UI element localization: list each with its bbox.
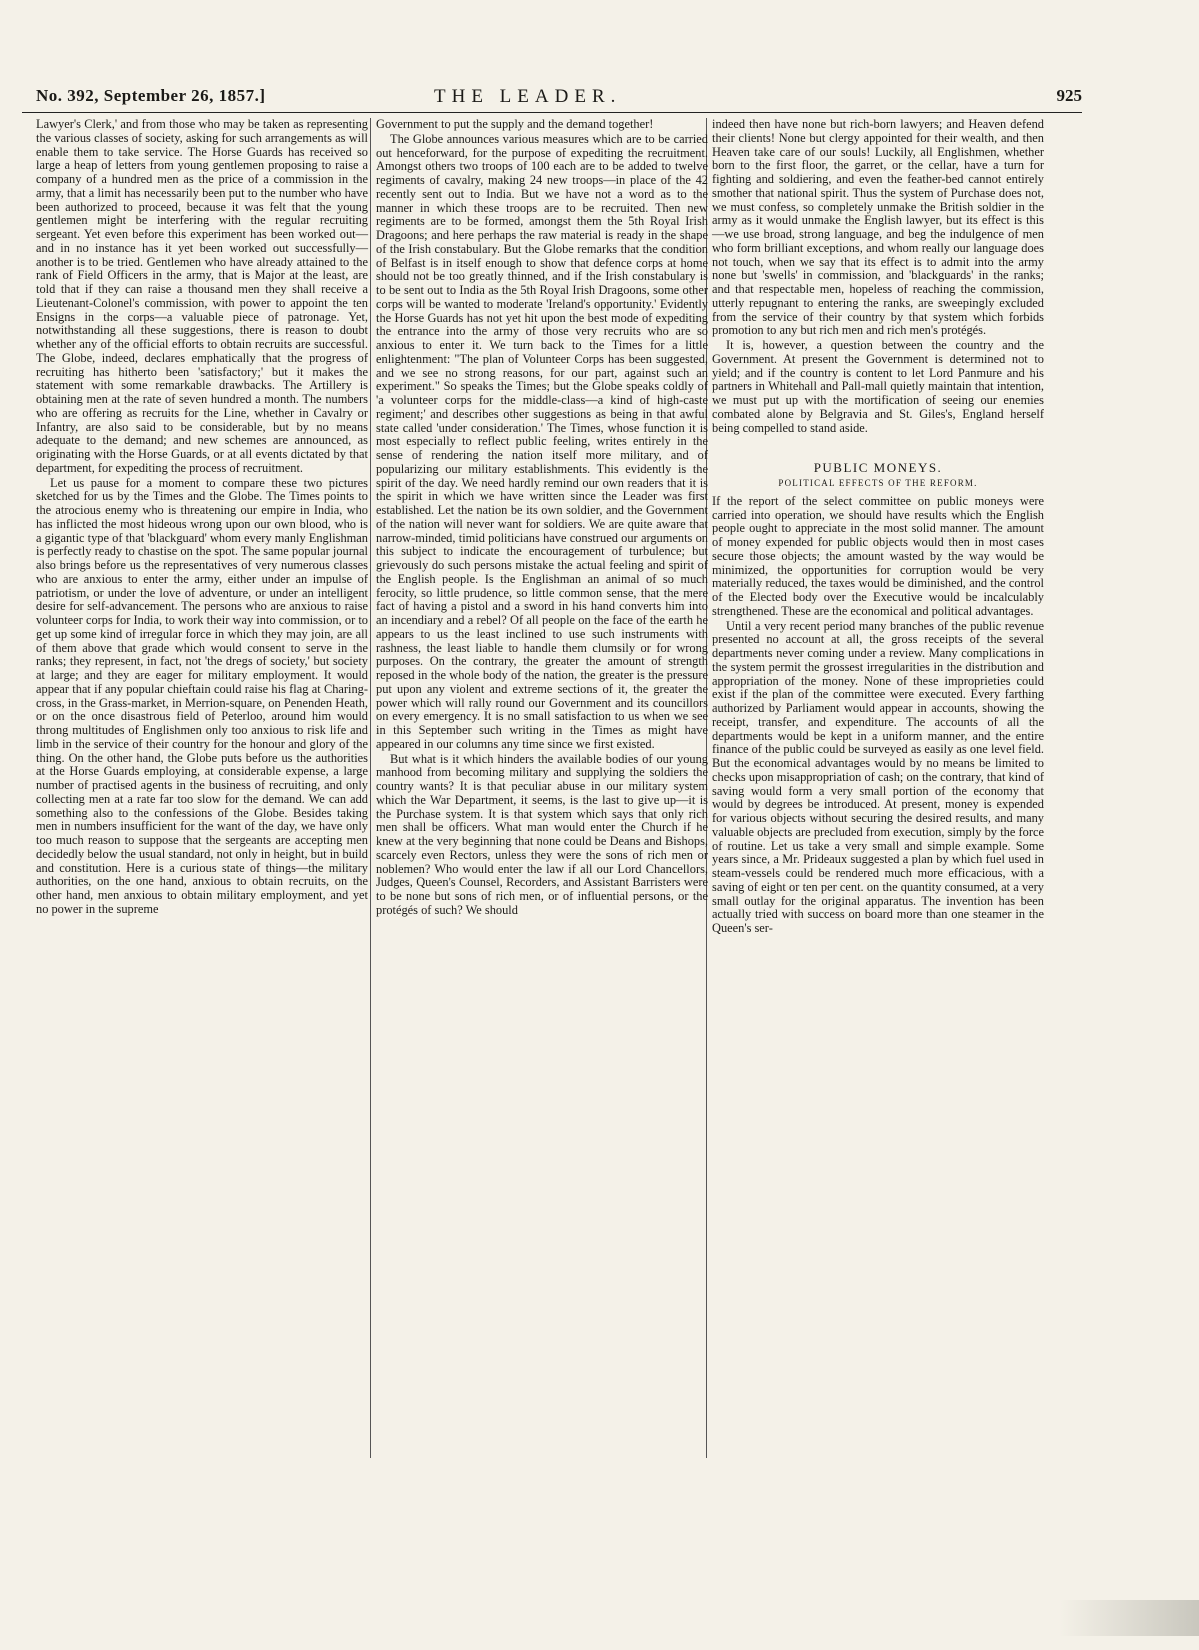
scan-smudge (1059, 1600, 1199, 1636)
paragraph: Until a very recent period many branches of the public revenue presented no account at all, the gross receipts of the several departments never coming under a review. Many complications in the system permit the grossest irregularities in the distribution and appropriation of the money. None of these improprieties could exist if the plan of the committee were executed. Every farthing authorized by Parliament would appear in accounts, showing the receipt, transfer, and expenditure. The accounts of all the departments would be kept in a uniform manner, and the entire finance of the public could be surveyed as easily as one level field. But the economical advantages would by no means be limited to checks upon misappropriation of cash; on the contrary, that kind of saving would form a very small portion of the economy that would by degrees be introduced. At present, money is expended for various objects without securing the desired results, and many valuable objects are precluded from execution, simply by the force of routine. Let us take a very small and simple example. Some years since, a Mr. Prideaux suggested a plan by which fuel used in steam-vessels could be rendered much more efficacious, with a saving of eight or ten per cent. on the quantity consumed, at a very small outlay for the original apparatus. The invention has been actually tried with success on board more than one steamer in the Queen's ser- (712, 618, 1044, 935)
column-2 (376, 118, 708, 918)
paragraph: indeed then have none but rich-born lawyers; and Heaven defend their clients! None but clergy appointed for their wealth, and then Heaven take care of our souls! Luckily, all Englishmen, whether born to the first floor, the garret, or the cellar, have a turn for fighting and soldiering, and even the feather-bed cannot entirely smother that national spirit. Thus the system of Purchase does not, we must confess, so completely unmake the British soldier in the army as it would unmake the English lawyer, but its effect is this—we use broad, strong language, and beg the indulgence of men who form brilliant exceptions, and whom really our language does not touch, when we say that its effect is to admit into the army none but 'swells' in commission, and 'blackguards' in the ranks; and that respectable men, hopeless of reaching the commission, utterly repugnant to entering the ranks, are sweepingly excluded from the service of their country by that system which forbids promotion to any but rich men and rich men's protégés. (712, 117, 1044, 338)
paragraph: But what is it which hinders the available bodies of our young manhood from becoming military and supplying the soldiers the country wants? It is that peculiar abuse in our military system which the War Department, it seems, is the last to give up—it is the Purchase system. It is that system which says that only rich men shall be officers. What man would enter the Church if he knew at the very beginning that none could be Deans and Bishops, scarcely even Rectors, unless they were the sons of rich men or noblemen? Who would enter the law if all our Lord Chancellors, Judges, Queen's Counsel, Recorders, and Assistant Barristers were to be none but sons of rich men, or of influential persons, or the protégés of such? We should (376, 751, 708, 917)
paragraph: Let us pause for a moment to compare these two pictures sketched for us by the Times and the Globe. The Times points to the atrocious enemy who is threatening our empire in India, who has inflicted the most hideous wrong upon our own blood, who is a gigantic type of that 'blackguard' whom every manly Englishman is perfectly ready to chastise on the spot. The same popular journal also brings before us the representatives of very numerous classes who are anxious to enter the army, either under an impulse of patriotism, or under the love of adventure, or under an intelligent desire for self-advancement. The persons who are anxious to raise volunteer corps for India, to work their way into commission, or to get up some kind of irregular force in which they may join, are all of them above that grade which would consent to serve in the ranks; they represent, in fact, not 'the dregs of society,' but society at large; and they are eager for military employment. It would appear that if any popular chieftain could raise his flag at Charing-cross, in the Grass-market, in Merrion-square, on Penenden Heath, or on the once disastrous field of Peterloo, around him would throng multitudes of Englishmen only too anxious to risk life and limb in the service of their country for the honour and glory of the thing. On the other hand, the Globe puts before us the authorities at the Horse Guards employing, at considerable expense, a large number of practised agents in the business of recruiting, and only collecting men at a rate far too slow for the demand. We can add something also to the confessions of the Globe. Besides taking men in numbers insufficient for the want of the day, we have only too much reason to suppose that the sergeants are accepting men decidedly below the usual standard, not only in height, but in build and constitution. Here is a curious state of things—the military authorities, on the one hand, anxious to obtain recruits, on the other hand, men anxious to obtain military employment, and yet no power in the supreme (36, 475, 368, 916)
section-subtitle: POLITICAL EFFECTS OF THE REFORM. (778, 478, 978, 488)
page-header (22, 86, 1082, 113)
column-1 (36, 118, 368, 917)
paragraph: Lawyer's Clerk,' and from those who may be taken as representing the various classes of society, asking for such arrangements as will enable them to take service. The Horse Guards has received so large a heap of letters from young gentlemen proposing to raise a company of a hundred men as the price of a commission in the army, that a limit has necessarily been put to the number who have been authorized to proceed, because it was felt that the young gentlemen might be interfering with the regular recruiting sergeant. Yet even before this experiment has been worked out—and in no instance has it yet been worked out successfully—another is to be tried. Gentlemen who have already attained to the rank of Field Officers in the army, that is Major at the least, are told that if they can raise a thousand men they shall receive a Lieutenant-Colonel's commission, with power to appoint the ten Ensigns in the corps—a valuable piece of patronage. Yet, notwithstanding all these suggestions, there is reason to doubt whether any of the official efforts to obtain recruits are successful. The Globe, indeed, declares emphatically that the progress of recruiting has hitherto been 'satisfactory;' but it makes the statement with some remarkable drawbacks. The Artillery is obtaining men at the rate of seven hundred a month. The numbers who are offering as recruits for the Line, whether in Cavalry or Infantry, are also said to be considerable, but by no means adequate to the demand; and new schemes are announced, as originating with the Horse Guards, or at all events dictated by that department, for expediting the process of recruitment. (36, 117, 368, 475)
column-3 (712, 118, 1044, 936)
paragraph: If the report of the select committee on public moneys were carried into operation, we should have results which the English people ought to appreciate in the most solid manner. The amount of money expended for public objects would then in most cases secure those objects; the amount wasted by the way would be minimized, the opportunities for corruption would be very materially reduced, the taxes would be diminished, and the control of the Elected body over the Executive would be incalculably strengthened. These are the economical and political advantages. (712, 493, 1044, 618)
column-rule (370, 118, 371, 1458)
masthead-title: THE LEADER. (434, 86, 622, 107)
section-title: PUBLIC MONEYS. (813, 460, 943, 476)
issue-date: No. 392, September 26, 1857.] (36, 86, 266, 105)
page-number: 925 (1056, 86, 1082, 105)
paragraph: Government to put the supply and the demand together! (376, 117, 654, 131)
paragraph: The Globe announces various measures which are to be carried out henceforward, for the purpose of expediting the recruitment. Amongst others two troops of 100 each are to be added to twelve regiments of cavalry, making 24 new troops—in place of the 42 recently sent out to India. But we have not a word as to the manner in which these troops are to be recruited. Then new regiments are to be formed, amongst them the 5th Royal Irish Dragoons; and here perhaps the raw material is ready in the shape of the Irish constabulary. But the Globe remarks that the condition of Belfast is in itself enough to show that defence corps at home should not be too greatly thinned, and if the Irish constabulary is to be sent out to India as the 5th Royal Irish Dragoons, some other corps will be wanted to moderate 'Ireland's opportunity.' Evidently the Horse Guards has not yet hit upon the best mode of expediting the entrance into the army of those very recruits who are so anxious to enter it. We turn back to the Times for a little enlightenment: "The plan of Volunteer Corps has been suggested, and we see no strong reasons, for our part, against such an experiment." So speaks the Times; but the Globe speaks coldly of 'a volunteer corps for the middle-class—a kind of high-caste regiment;' and describes other suggestions as being in that awful state called 'under consideration.' The Times, whose function it is most especially to reflect public feeling, writes entirely in the sense of rendering the nation itself more military, and of popularizing our military establishments. This evidently is the spirit of the day. We need hardly remind our own readers that it is the spirit in which we have written since the Leader was first established. Let the nation be its own soldier, and the Government of the nation will never want for soldiers. We are quite aware that narrow-minded, timid politicians have construed our arguments on this subject to indicate the encouragement of turbulence; but grievously do such persons mistake the actual feeling and spirit of the English people. Is the Englishman an animal of so much ferocity, so little prudence, so little common sense, that the mere fact of having a pistol and a sword in his hand converts him into an incendiary and a rebel? Of all people on the face of the earth he appears to us the least inclined to use such instruments with rashness, the least liable to handle them clumsily or for wrong purposes. On the contrary, the greater the amount of strength reposed in the whole body of the nation, the greater is the pressure put upon any violent and extreme sections of it, the greater the power which will rally round our Government and its councillors on every emergency. It is no small satisfaction to us when we see in this September such writing in the Times as might have appeared in our columns any time since we first existed. (376, 131, 708, 751)
paragraph: It is, however, a question between the country and the Government. At present the Government is determined not to yield; and if the country is content to let Lord Panmure and his partners in Whitehall and Pall-mall quietly maintain that intention, we must put up with the mortification of seeing our enemies combated alone by Belgravia and St. Giles's, England herself being compelled to stand aside. (712, 338, 1044, 435)
